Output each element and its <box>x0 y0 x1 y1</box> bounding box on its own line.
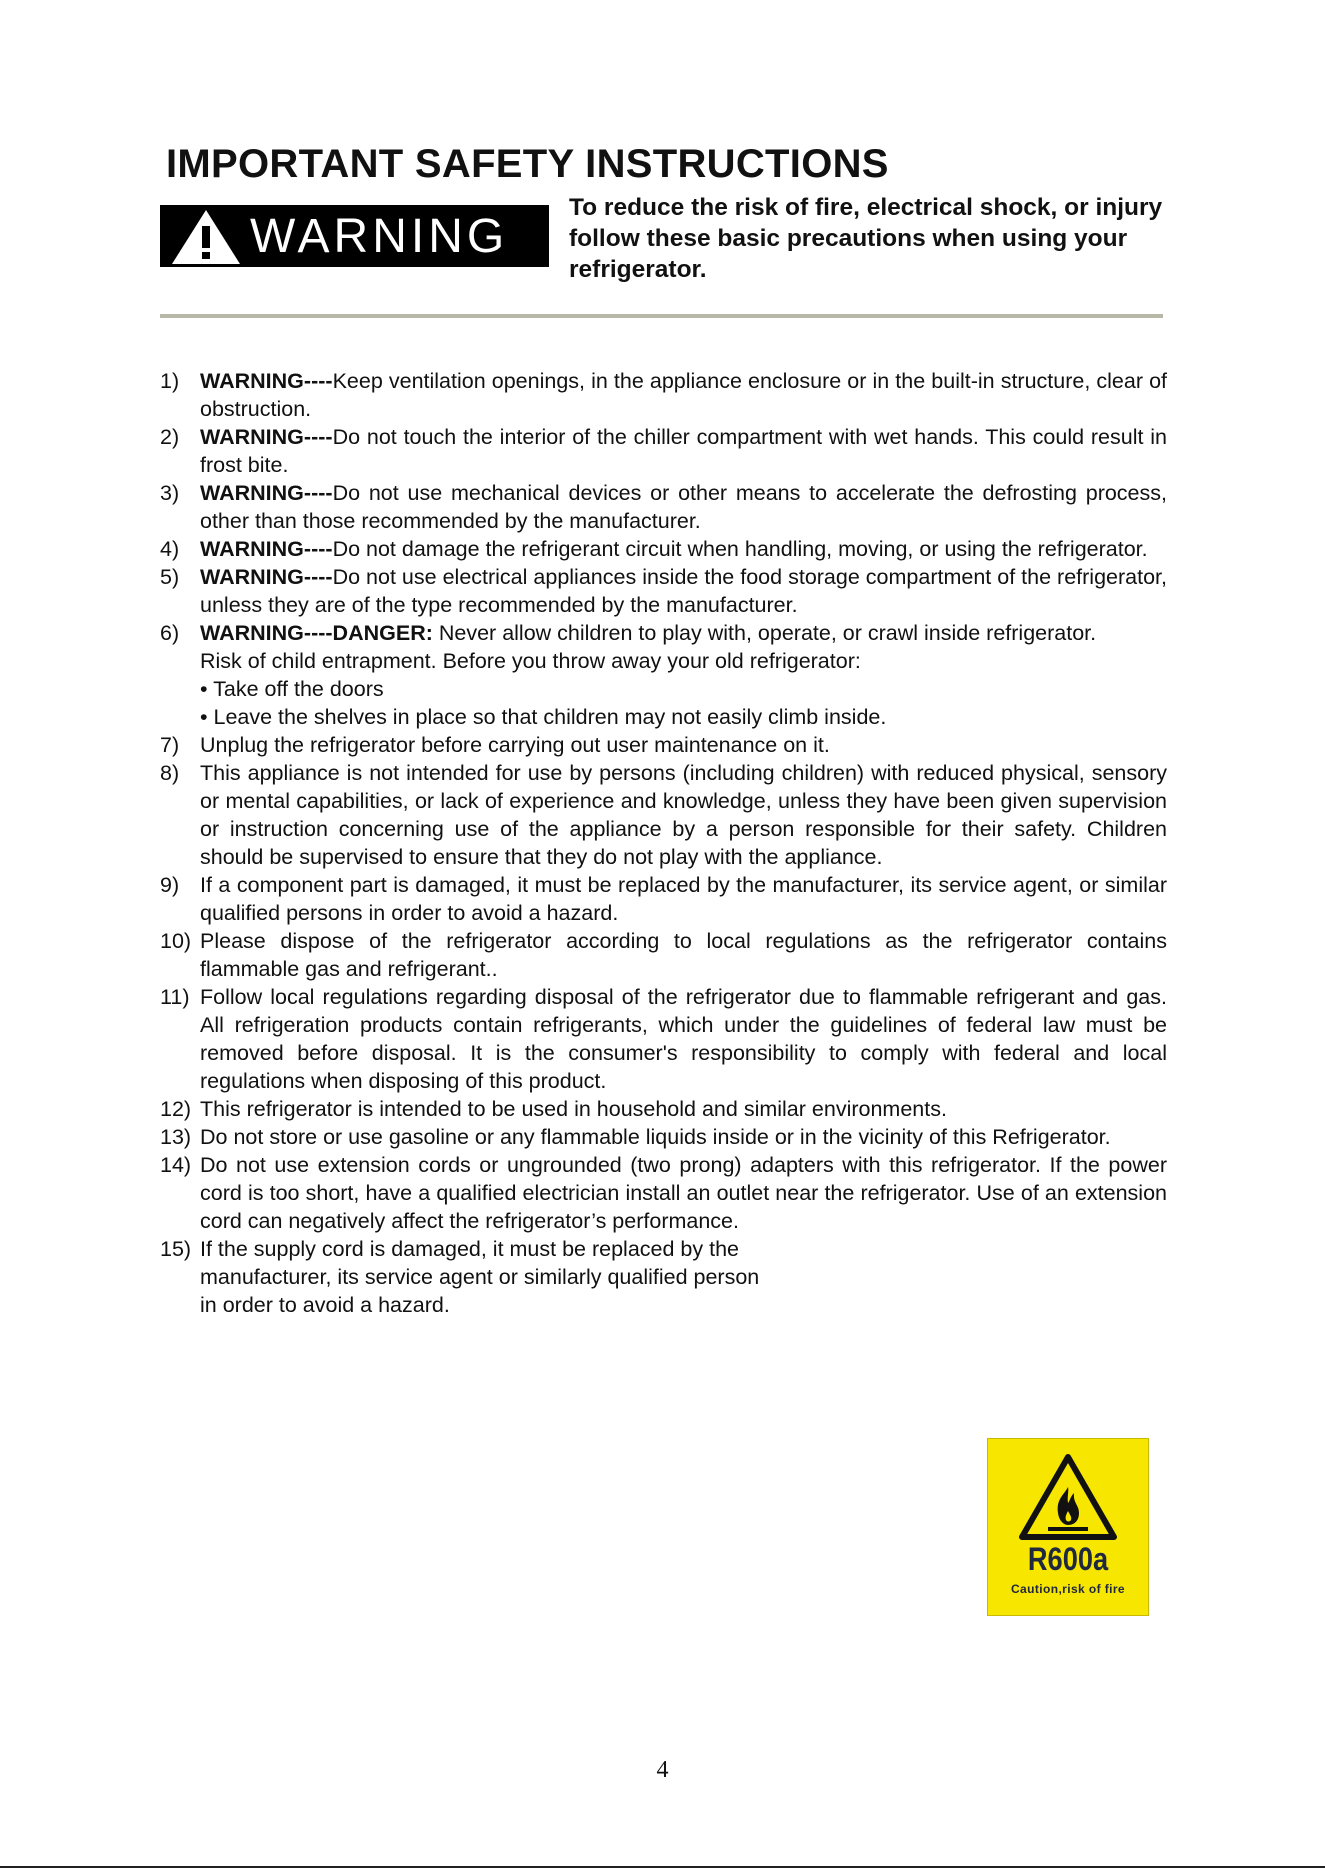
item-number: 11) <box>160 985 190 1009</box>
item-text: Follow local regulations regarding disposal of the refrigerator due to flammable refrigerant and gas. All refrigeration products contain refrigerants, which under the guidelines of federal law must be removed before disposal. It is the consumer's responsibility to comply with federal and local regulations when disposing of this product. <box>200 985 1167 1093</box>
item-number: 15) <box>160 1237 192 1261</box>
item-text: If a component part is damaged, it must be replaced by the manufacturer, its service agent, or similar qualified persons in order to avoid a hazard. <box>200 873 1167 925</box>
item-text: Please dispose of the refrigerator according to local regulations as the refrigerator contains flammable gas and refrigerant.. <box>200 929 1167 981</box>
instructions-list <box>160 367 1167 1319</box>
item-number: 2) <box>160 425 180 449</box>
item-text-line: manufacturer, its service agent or similarly qualified person <box>200 1265 760 1289</box>
item-warning-prefix: WARNING----DANGER: <box>200 621 433 645</box>
refrigerant-code: R600a <box>1027 1541 1109 1577</box>
refrigerant-caption: Caution,risk of fire <box>1010 1582 1125 1596</box>
item-text-line: in order to avoid a hazard. <box>200 1293 450 1317</box>
item-text: Do not store or use gasoline or any flammable liquids inside or in the vicinity of this Refrigerator. <box>200 1125 1111 1149</box>
item-number: 14) <box>160 1153 192 1177</box>
item-text: Do not damage the refrigerant circuit when handling, moving, or using the refrigerator. <box>332 537 1148 561</box>
list-item <box>160 479 1167 535</box>
list-item <box>160 927 1167 983</box>
item-text: Do not use mechanical devices or other means to accelerate the defrosting process, other than those recommended by the manufacturer. <box>200 481 1167 533</box>
item-text: Unplug the refrigerator before carrying out user maintenance on it. <box>200 733 830 757</box>
warning-banner <box>160 205 549 267</box>
list-item <box>160 983 1167 1095</box>
item-warning-prefix: WARNING---- <box>200 425 333 449</box>
item-number: 12) <box>160 1097 192 1121</box>
item-text: Do not use extension cords or ungrounded (two prong) adapters with this refrigerator. If the power cord is too short, have a qualified electrician install an outlet near the refrigerator. Use of an extension cord can negatively affect the refrigerator’s performance. <box>200 1153 1167 1233</box>
item-number: 3) <box>160 481 180 505</box>
item-bullet: • Take off the doors <box>200 677 384 701</box>
list-item <box>160 367 1167 423</box>
list-item <box>160 423 1167 479</box>
flame-warning-icon <box>1018 1453 1118 1541</box>
item-warning-prefix: WARNING---- <box>200 481 333 505</box>
item-text: This refrigerator is intended to be used in household and similar environments. <box>200 1097 947 1121</box>
item-number: 4) <box>160 537 180 561</box>
warning-label: WARNING <box>250 209 509 263</box>
warning-triangle-icon <box>170 206 242 266</box>
item-subtext: Risk of child entrapment. Before you throw away your old refrigerator: <box>200 649 861 673</box>
item-number: 1) <box>160 369 180 393</box>
page-title: IMPORTANT SAFETY INSTRUCTIONS <box>166 142 889 186</box>
list-item <box>160 619 1167 647</box>
item-number: 8) <box>160 761 180 785</box>
list-item <box>160 759 1167 871</box>
item-text-line: If the supply cord is damaged, it must be replaced by the <box>200 1237 739 1261</box>
item-warning-prefix: WARNING---- <box>200 369 333 393</box>
list-item <box>160 1095 1167 1123</box>
list-item <box>160 563 1167 619</box>
item-text: This appliance is not intended for use by persons (including children) with reduced physical, sensory or mental capabilities, or lack of experience and knowledge, unless they have been given supervision or instruction concerning use of the appliance by a person responsible for their safety. Children should be supervised to ensure that they do not play with the appliance. <box>200 761 1167 869</box>
list-item <box>160 535 1167 563</box>
item-text: Never allow children to play with, operate, or crawl inside refrigerator. <box>432 621 1097 645</box>
item-number: 7) <box>160 733 180 757</box>
page-number: 4 <box>656 1757 669 1783</box>
r600a-warning-label <box>987 1438 1149 1616</box>
list-item <box>160 1123 1167 1151</box>
item-number: 13) <box>160 1125 192 1149</box>
header-divider <box>160 314 1163 318</box>
item-text: Do not use electrical appliances inside the food storage compartment of the refrigerator, unless they are of the type recommended by the manufacturer. <box>200 565 1167 617</box>
list-item <box>160 1235 1167 1319</box>
item-number: 6) <box>160 621 180 645</box>
item-text: Do not touch the interior of the chiller compartment with wet hands. This could result in frost bite. <box>200 425 1167 477</box>
list-item <box>160 871 1167 927</box>
warning-caption: To reduce the risk of fire, electrical shock, or injury follow these basic precautions when using your refrigerator. <box>569 194 1163 283</box>
item-bullet: • Leave the shelves in place so that children may not easily climb inside. <box>200 705 887 729</box>
item-text: Keep ventilation openings, in the appliance enclosure or in the built-in structure, clear of obstruction. <box>200 369 1167 421</box>
item-warning-prefix: WARNING---- <box>200 537 333 561</box>
item-number: 5) <box>160 565 180 589</box>
item-number: 9) <box>160 873 180 897</box>
item-warning-prefix: WARNING---- <box>200 565 333 589</box>
item-number: 10) <box>160 929 192 953</box>
list-item <box>160 1151 1167 1235</box>
list-item <box>160 731 1167 759</box>
